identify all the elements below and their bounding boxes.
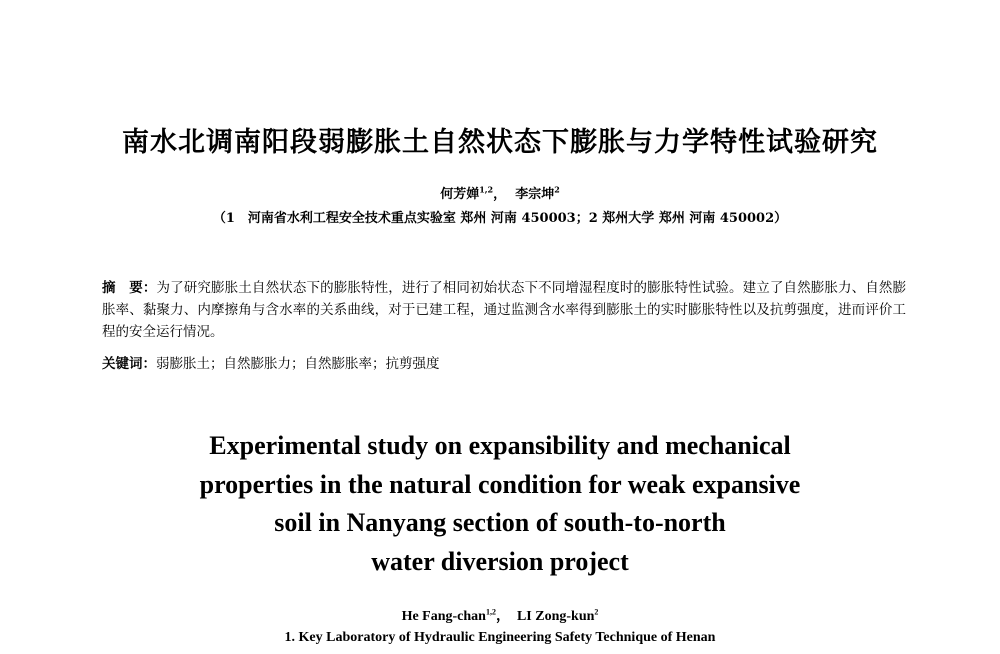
author-name: 何芳婵 xyxy=(440,187,480,202)
english-title-line: properties in the natural condition for weak expansive xyxy=(199,469,801,499)
english-authors xyxy=(0,605,1000,625)
chinese-authors xyxy=(0,183,1000,202)
english-title xyxy=(0,427,1000,581)
author-affiliation-mark: 2 xyxy=(554,184,560,195)
keywords xyxy=(102,353,906,375)
author-affiliation-mark: 1,2 xyxy=(479,184,494,195)
author-separator: ， xyxy=(493,187,507,202)
author-separator: ， xyxy=(495,609,510,624)
english-title-line: Experimental study on expansibility and mechanical xyxy=(209,431,791,460)
author-name: LI Zong-kun xyxy=(516,609,595,624)
chinese-title: 南水北调南阳段弱膨胀土自然状态下膨胀与力学特性试验研究 xyxy=(122,127,878,158)
abstract-text: 为了研究膨胀土自然状态下的膨胀特性，进行了相同初始状态下不同增湿程度时的膨胀特性试验。建立了自然膨胀力、自然膨胀率、黏聚力、内摩擦角与含水率的关系曲线，对于已建工程，通过监测含水率得到膨胀土的实时膨胀特性以及抗剪强度，进而评价工程的安全运行情况。 xyxy=(102,280,907,340)
english-affiliation: 1. Key Laboratory of Hydraulic Engineering Safety Technique of Henan xyxy=(284,630,716,645)
abstract-label: 摘 要： xyxy=(102,280,157,296)
author-name: 李宗坤 xyxy=(515,187,555,202)
chinese-affiliation: （1 河南省水利工程安全技术重点实验室 郑州 河南 450003；2 郑州大学 郑州 河南 450002） xyxy=(212,211,788,226)
author-name: He Fang-chan xyxy=(401,609,486,624)
abstract xyxy=(102,277,906,343)
keywords-text: 弱膨胀土；自然膨胀力；自然膨胀率；抗剪强度 xyxy=(156,356,440,372)
english-title-line: soil in Nanyang section of south-to-north xyxy=(274,508,726,537)
english-title-line: water diversion project xyxy=(371,546,629,576)
keywords-label: 关键词： xyxy=(102,356,156,372)
author-affiliation-mark: 1,2 xyxy=(485,607,496,617)
author-affiliation-mark: 2 xyxy=(594,607,599,617)
